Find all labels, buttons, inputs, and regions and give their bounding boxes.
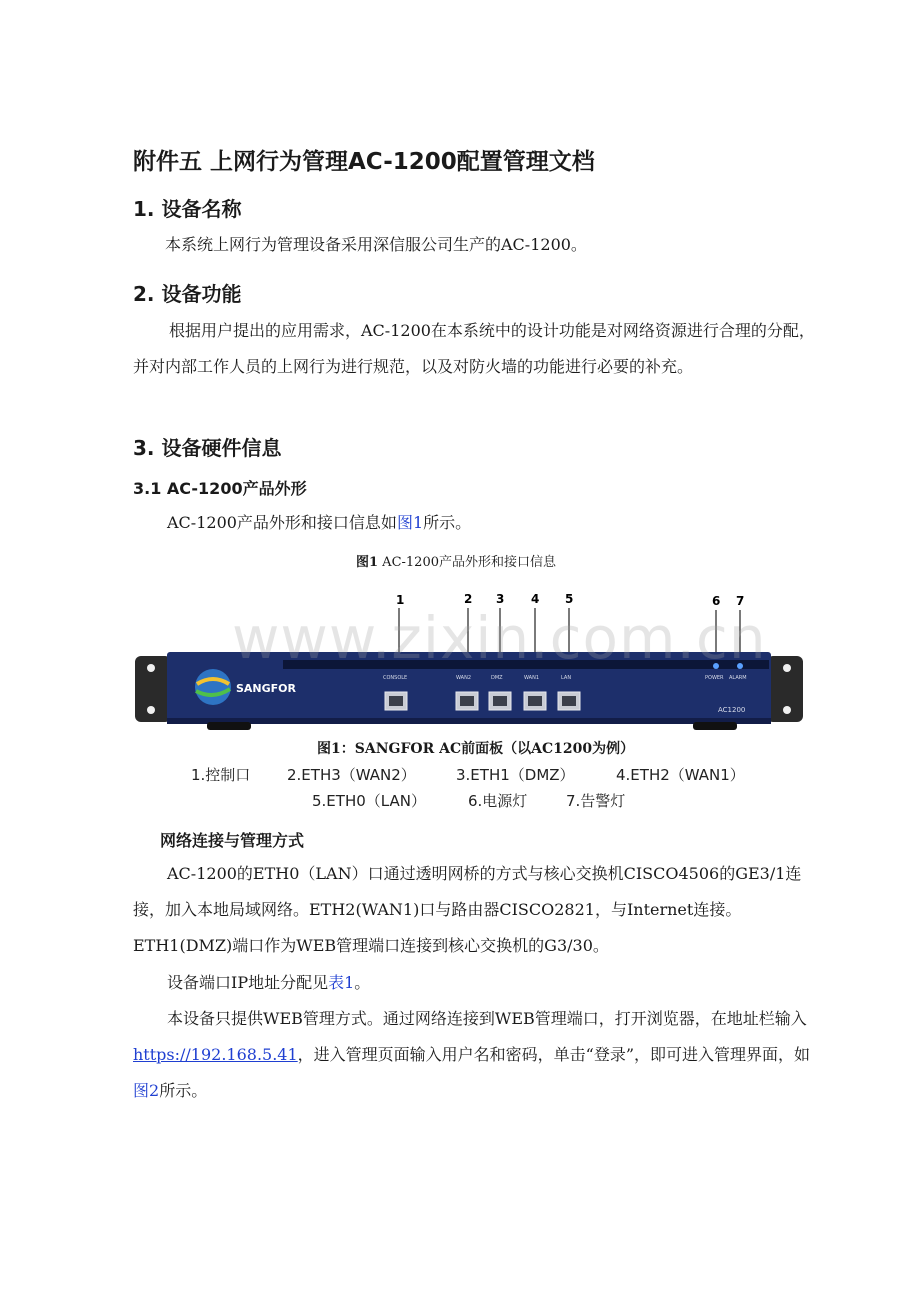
led-label-power: POWER bbox=[705, 675, 724, 681]
led-label-alarm: ALARM bbox=[729, 675, 747, 681]
legend-item-2: 2.ETH3（WAN2） bbox=[287, 766, 416, 784]
legend-item-6: 6.电源灯 bbox=[468, 792, 528, 810]
port-label-wan1: WAN1 bbox=[524, 675, 540, 681]
callout-4: 4 bbox=[531, 592, 540, 606]
network-paragraph-2-pre: 设备端口IP地址分配见 bbox=[167, 973, 329, 992]
brand-label: SANGFOR bbox=[236, 682, 297, 695]
network-paragraph-3-pre: 本设备只提供WEB管理方式。通过网络连接到WEB管理端口，打开浏览器，在地址栏输入 bbox=[167, 1009, 807, 1028]
legend-item-3: 3.ETH1（DMZ） bbox=[456, 766, 575, 784]
port-label-wan2: WAN2 bbox=[456, 675, 472, 681]
panel-caption: 图1：SANGFOR AC前面板（以AC1200为例） bbox=[317, 741, 635, 757]
section-1-text: 本系统上网行为管理设备采用深信服公司生产的AC-1200。 bbox=[165, 235, 587, 254]
port-label-lan: LAN bbox=[561, 675, 572, 681]
network-paragraph-2 bbox=[167, 965, 370, 1001]
network-paragraph-3-mid: ，进入管理页面输入用户名和密码，单击“登录”，即可进入管理界面，如 bbox=[297, 1045, 811, 1064]
network-heading: 网络连接与管理方式 bbox=[160, 831, 305, 850]
section-3-1-heading: 3.1 AC-1200产品外形 bbox=[133, 479, 307, 498]
document-title: 附件五 上网行为管理AC-1200配置管理文档 bbox=[133, 149, 595, 175]
figure-1-caption-label: 图1 bbox=[356, 555, 379, 570]
figure-1-caption bbox=[356, 551, 556, 570]
callout-1: 1 bbox=[396, 593, 405, 607]
port-label-dmz: DMZ bbox=[491, 675, 503, 681]
watermark-text: www.zixin.com.cn bbox=[232, 604, 767, 672]
sangfor-logo-icon bbox=[195, 669, 231, 705]
figure-1-link[interactable]: 图1 bbox=[396, 513, 424, 532]
network-paragraph-1: AC-1200的ETH0（LAN）口通过透明网桥的方式与核心交换机CISCO4506的GE3/1连接，加入本地局域网络。ETH2(WAN1)口与路由器CISCO2821，与Internet连接。ETH1(DMZ)端口作为WEB管理端口连接到核心交换机的G3/30。 bbox=[133, 864, 802, 955]
callout-3: 3 bbox=[496, 592, 505, 606]
section-3-1-text bbox=[167, 505, 471, 541]
legend-item-1: 1.控制口 bbox=[191, 766, 251, 784]
section-3-heading: 3. 设备硬件信息 bbox=[133, 436, 282, 460]
port-label-console: CONSOLE bbox=[383, 675, 408, 681]
callout-5: 5 bbox=[565, 592, 574, 606]
network-paragraph-2-post: 。 bbox=[354, 973, 371, 992]
figure-2-link[interactable]: 图2 bbox=[133, 1081, 160, 1100]
management-url-link[interactable]: https://192.168.5.41 bbox=[133, 1045, 298, 1064]
callout-6: 6 bbox=[712, 594, 721, 608]
network-paragraph-3-post: 所示。 bbox=[159, 1081, 208, 1100]
figure-1-caption-text: AC-1200产品外形和接口信息 bbox=[378, 555, 556, 570]
legend-item-7: 7.告警灯 bbox=[566, 792, 626, 810]
model-label: AC1200 bbox=[718, 706, 746, 714]
section-3-1-text-pre: AC-1200产品外形和接口信息如 bbox=[167, 513, 397, 532]
network-paragraph-3 bbox=[133, 1001, 823, 1109]
section-1-heading: 1. 设备名称 bbox=[133, 197, 242, 221]
callout-2: 2 bbox=[464, 592, 473, 606]
table-1-link[interactable]: 表1 bbox=[328, 973, 355, 992]
section-2-text: 根据用户提出的应用需求，AC-1200在本系统中的设计功能是对网络资源进行合理的分配，并对内部工作人员的上网行为进行规范，以及对防火墙的功能进行必要的补充。 bbox=[133, 321, 815, 376]
section-2-heading: 2. 设备功能 bbox=[133, 282, 242, 306]
section-3-1-text-post: 所示。 bbox=[423, 513, 472, 532]
legend-item-5: 5.ETH0（LAN） bbox=[312, 792, 426, 810]
legend-item-4: 4.ETH2（WAN1） bbox=[616, 766, 745, 784]
callout-7: 7 bbox=[736, 594, 745, 608]
